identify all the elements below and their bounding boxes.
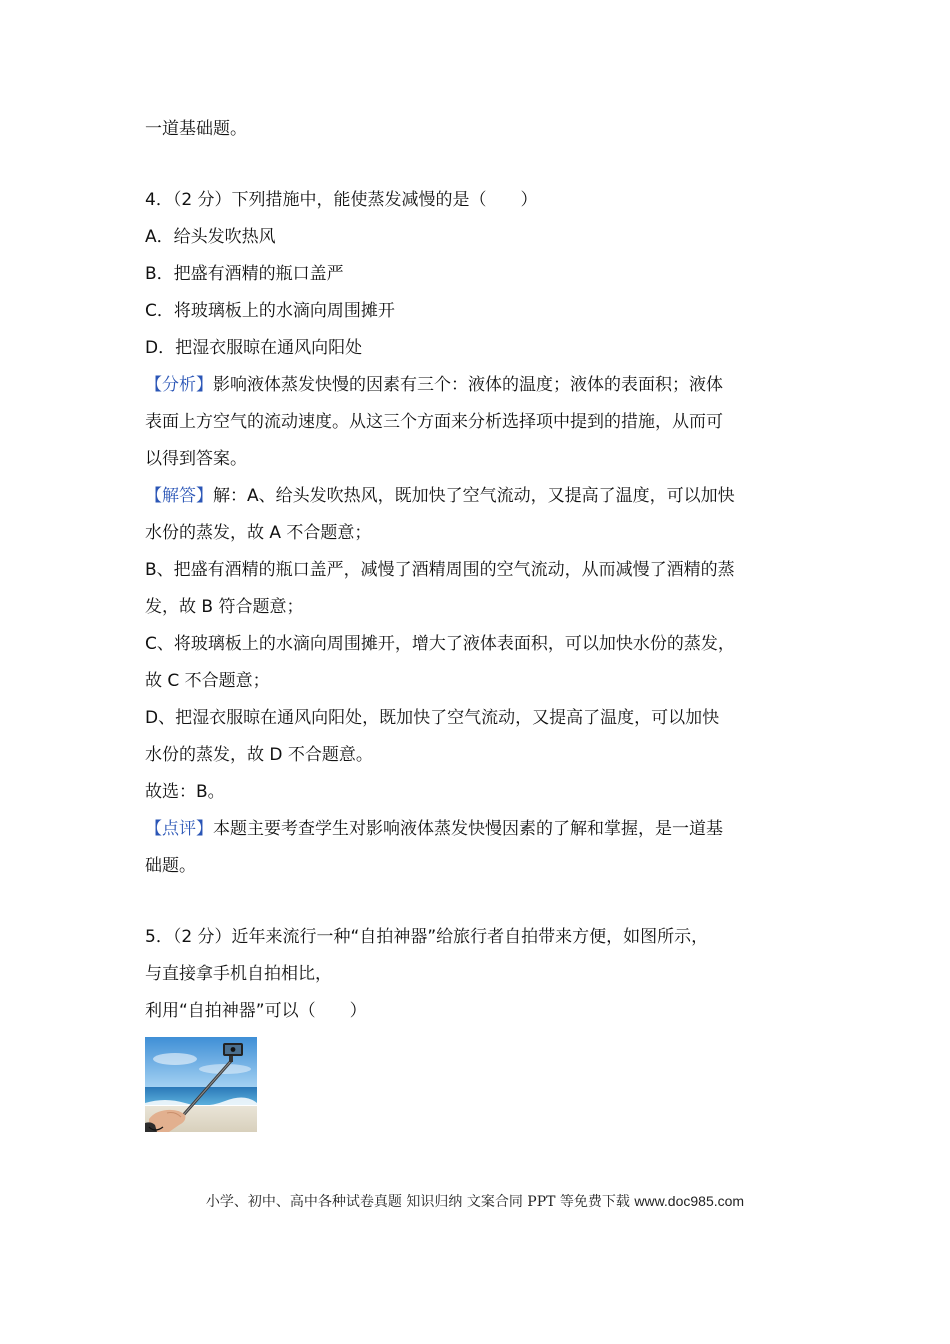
footer-url[interactable]: www.doc985.com <box>634 1193 745 1209</box>
answer-text: 解：A、给头发吹热风，既加快了空气流动，又提高了温度，可以加快 <box>213 486 735 506</box>
selfie-stick-illustration <box>145 1037 257 1132</box>
q4-stem: 4．（2 分）下列措施中，能使蒸发减慢的是（ ） <box>145 190 538 210</box>
comment-text: 本题主要考查学生对影响液体蒸发快慢因素的了解和掌握，是一道基 <box>213 819 723 839</box>
answer-tag: 【解答】 <box>145 486 213 506</box>
previous-answer-tail: 一道基础题。 <box>145 119 247 139</box>
q5-stem-line: 5．（2 分）近年来流行一种“自拍神器”给旅行者自拍带来方便，如图所示， <box>145 927 709 947</box>
q4-answer-line: D、把湿衣服晾在通风向阳处，既加快了空气流动，又提高了温度，可以加快 <box>145 708 720 728</box>
q4-answer-line: C、将玻璃板上的水滴向周围摊开，增大了液体表面积，可以加快水份的蒸发， <box>145 634 735 654</box>
q4-option-b: B．把盛有酒精的瓶口盖严 <box>145 264 344 284</box>
footer-text: 小学、初中、高中各种试卷真题 知识归纳 文案合同 PPT 等免费下载 <box>205 1194 630 1210</box>
q4-option-a: A．给头发吹热风 <box>145 227 276 247</box>
q4-analysis-line: 表面上方空气的流动速度。从这三个方面来分析选择项中提到的措施，从而可 <box>145 412 723 432</box>
q4-answer-line <box>145 485 735 507</box>
q4-comment-line <box>145 818 723 840</box>
page-footer <box>0 1191 950 1212</box>
analysis-tag: 【分析】 <box>145 375 213 395</box>
q4-option-c: C．将玻璃板上的水滴向周围摊开 <box>145 301 395 321</box>
q4-answer-line: B、把盛有酒精的瓶口盖严，减慢了酒精周围的空气流动，从而减慢了酒精的蒸 <box>145 560 735 580</box>
selfie-stick-photo <box>145 1037 257 1132</box>
q4-analysis-line: 以得到答案。 <box>145 449 247 469</box>
analysis-text: 影响液体蒸发快慢的因素有三个：液体的温度；液体的表面积；液体 <box>213 375 723 395</box>
q4-answer-line: 水份的蒸发，故 A 不合题意； <box>145 523 372 543</box>
q5-stem-line: 与直接拿手机自拍相比， <box>145 964 332 984</box>
comment-tag: 【点评】 <box>145 819 213 839</box>
q4-comment-line: 础题。 <box>145 856 196 876</box>
q4-analysis-line <box>145 374 723 396</box>
q4-answer-line: 故 C 不合题意； <box>145 671 270 691</box>
q4-final-choice: 故选：B。 <box>145 782 225 802</box>
q4-answer-line: 水份的蒸发，故 D 不合题意。 <box>145 745 373 765</box>
q5-stem-line: 利用“自拍神器”可以（ ） <box>145 1001 367 1021</box>
q4-answer-line: 发，故 B 符合题意； <box>145 597 304 617</box>
q4-option-d: D．把湿衣服晾在通风向阳处 <box>145 338 363 358</box>
